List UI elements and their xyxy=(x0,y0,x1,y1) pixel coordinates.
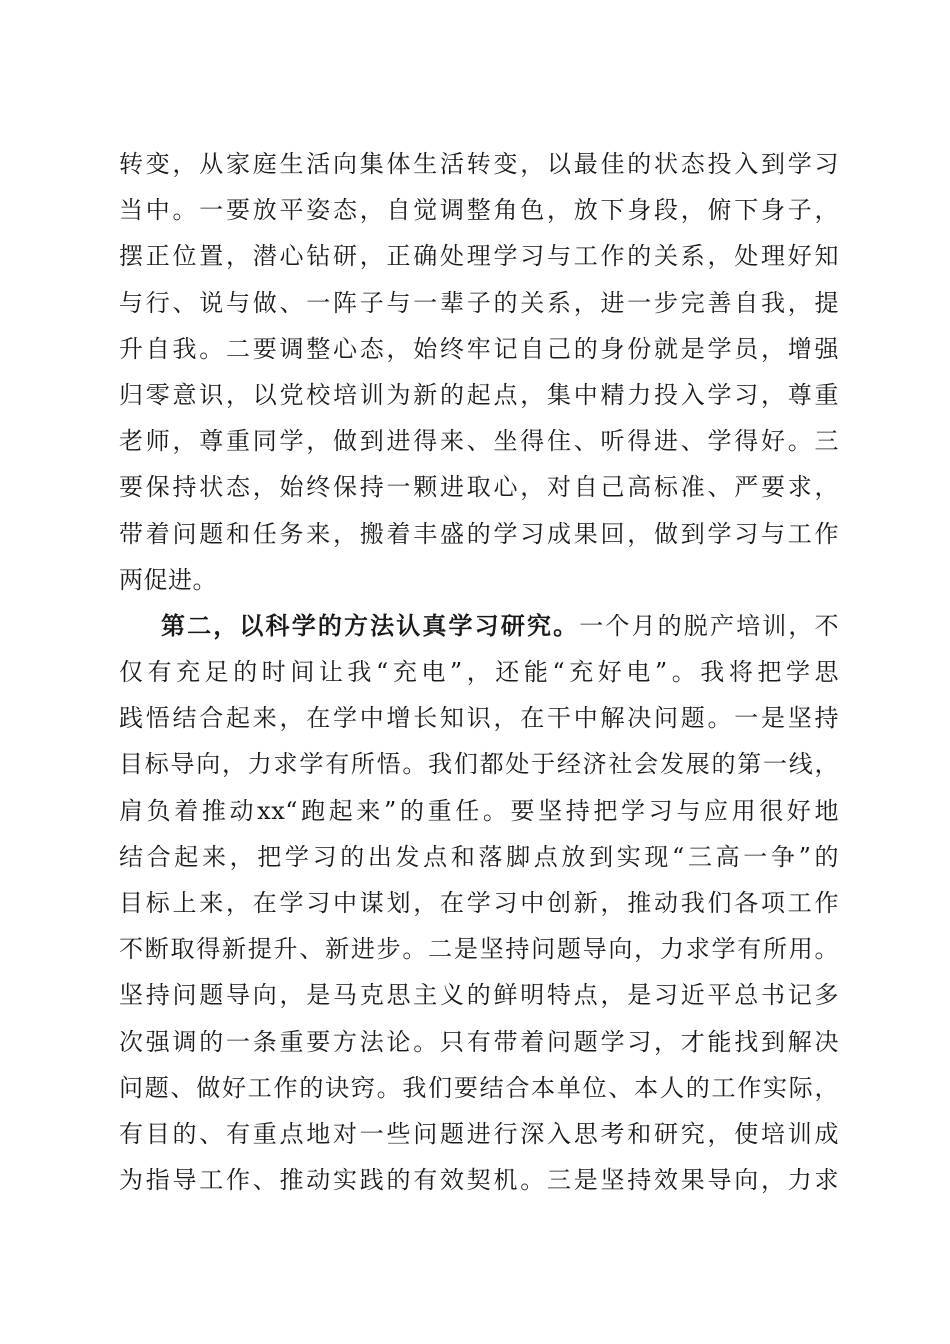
text-line: 两促进。 xyxy=(119,565,217,594)
text-line: 当中。一要放平姿态，自觉调整角色，放下身段，俯下身子， xyxy=(119,196,839,225)
text-line: 与行、说与做、一阵子与一辈子的关系，进一步完善自我，提 xyxy=(119,288,839,317)
text-line: 老师，尊重同学，做到进得来、坐得住、听得进、学得好。三 xyxy=(119,427,839,456)
text-line: 结合起来，把学习的出发点和落脚点放到实现“三高一争”的 xyxy=(119,842,839,871)
text-line: 次强调的一条重要方法论。只有带着问题学习，才能找到解决 xyxy=(119,1027,839,1056)
text-line: 坚持问题导向，是马克思主义的鲜明特点，是习近平总书记多 xyxy=(119,981,839,1010)
text-line: 摆正位置，潜心钻研，正确处理学习与工作的关系，处理好知 xyxy=(119,242,839,271)
text-line: 目标上来，在学习中谋划，在学习中创新，推动我们各项工作 xyxy=(119,889,839,917)
text-line: 仅有充足的时间让我“充电”，还能“充好电”。我将把学思 xyxy=(119,658,839,687)
text-line: 归零意识，以党校培训为新的起点，集中精力投入学习，尊重 xyxy=(119,380,839,409)
text-line: 问题、做好工作的诀窍。我们要结合本单位、本人的工作实际， xyxy=(119,1073,839,1102)
text-line: 目标导向，力求学有所悟。我们都处于经济社会发展的第一线， xyxy=(119,750,839,779)
paragraph-2-first-line xyxy=(119,603,839,649)
text-line: 要保持状态，始终保持一颗进取心，对自己高标准、严要求， xyxy=(119,473,839,502)
text-line: 转变，从家庭生活向集体生活转变，以最佳的状态投入到学习 xyxy=(119,150,839,178)
text-line: 不断取得新提升、新进步。二是坚持问题导向，力求学有所用。 xyxy=(119,935,839,964)
paragraph-1 xyxy=(119,141,839,603)
text-line: 为指导工作、推动实践的有效契机。三是坚持效果导向，力求 xyxy=(119,1166,839,1195)
text-line: 践悟结合起来，在学中增长知识，在干中解决问题。一是坚持 xyxy=(119,704,839,733)
text-line: 升自我。二要调整心态，始终牢记自己的身份就是学员，增强 xyxy=(119,334,839,363)
section-heading: 第二，以科学的方法认真学习研究。 xyxy=(161,610,580,640)
text-line: 肩负着推动xx“跑起来”的重任。要坚持把学习与应用很好地 xyxy=(119,796,839,825)
paragraph-2 xyxy=(119,603,839,1203)
document-body xyxy=(119,141,839,1203)
text-line: 带着问题和任务来，搬着丰盛的学习成果回，做到学习与工作 xyxy=(119,519,839,548)
text-line: 有目的、有重点地对一些问题进行深入思考和研究，使培训成 xyxy=(119,1119,839,1148)
text-fragment: 一个月的脱产培训，不 xyxy=(579,611,840,640)
